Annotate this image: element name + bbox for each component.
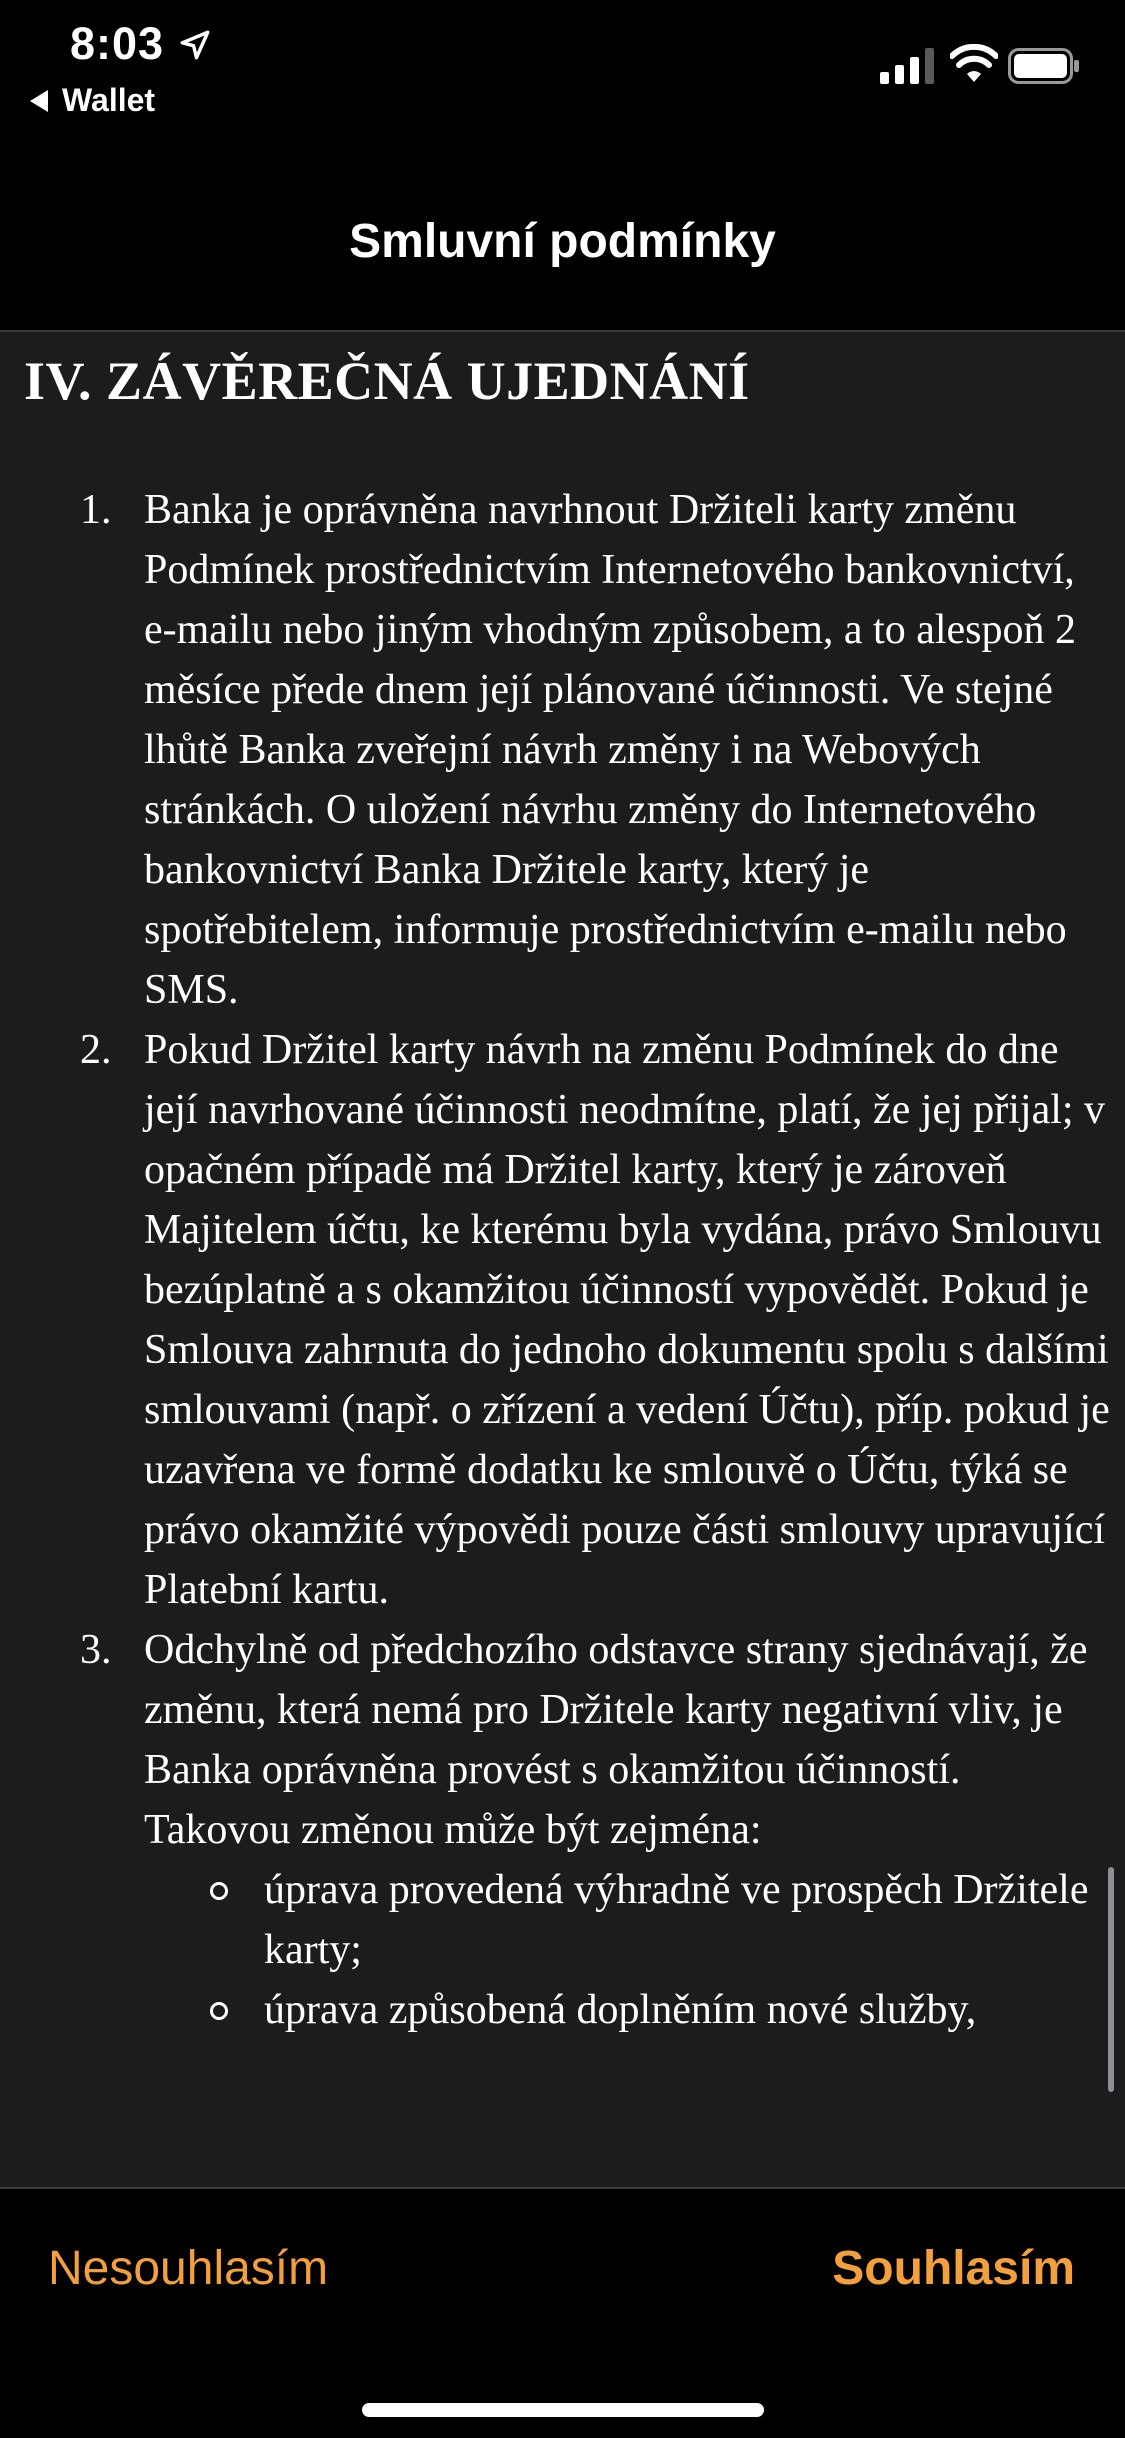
cellular-signal-icon <box>880 48 936 84</box>
item-number: 2. <box>80 1027 112 1073</box>
status-time: 8:03 <box>70 18 165 69</box>
sub-item-text: úprava způsobená doplněním nové služby, <box>264 1987 977 2033</box>
circle-bullet-icon <box>210 1882 228 1900</box>
sub-item-text: úprava provedená výhradně ve prospěch Držitele karty; <box>264 1867 1089 1973</box>
home-indicator[interactable] <box>362 2403 764 2417</box>
bottom-toolbar <box>0 2187 1125 2438</box>
scroll-indicator[interactable] <box>1108 1867 1114 2092</box>
back-to-wallet-link[interactable] <box>30 82 155 119</box>
item-number: 1. <box>80 487 112 533</box>
item-text: Odchylně od předchozího odstavce strany sjednávají, že změnu, která nemá pro Držitele karty negativní vliv, je Banka oprávněna provést s okamžitou účinností. Takovou změnou může být zejména: <box>144 1627 1088 1853</box>
item-number: 3. <box>80 1627 112 1673</box>
agree-button[interactable]: Souhlasím <box>832 2242 1075 2295</box>
back-triangle-icon <box>30 90 48 112</box>
item-text: Pokud Držitel karty návrh na změnu Podmínek do dne její navrhované účinnosti neodmítne, platí, že jej přijal; v opačném případě má Držitel karty, který je zároveň Majitelem účtu, ke kterému byla vydána, právo Smlouvu bezúplatně a s okamžitou účinností vypovědět. Pokud je Smlouva zahrnuta do jednoho dokumentu spolu s dalšími smlouvami (např. o zřízení a vedení Účtu), příp. pokud je uzavřena ve formě dodatku ke smlouvě o Účtu, týká se právo okamžité výpovědi pouze části smlouvy upravující Platební kartu. <box>144 1027 1110 1613</box>
sub-list-item <box>144 1980 1111 2040</box>
page-title: Smluvní podmínky <box>349 215 776 268</box>
terms-content[interactable] <box>0 332 1125 2187</box>
circle-bullet-icon <box>210 2002 228 2020</box>
disagree-button[interactable]: Nesouhlasím <box>48 2242 329 2295</box>
terms-item <box>0 1620 1125 2040</box>
item-text: Banka je oprávněna navrhnout Držiteli karty změnu Podmínek prostřednictvím Internetového bankovnictví, e-mailu nebo jiným vhodným způsobem, a to alespoň 2 měsíce přede dnem její plánované účinnosti. Ve stejné lhůtě Banka zveřejní návrh změny i na Webových stránkách. O uložení návrhu změny do Internetového bankovnictví Banka Držitele karty, který je spotřebitelem, informuje prostřednictvím e-mailu nebo SMS. <box>144 487 1076 1013</box>
location-arrow-icon <box>178 28 212 62</box>
terms-list <box>0 480 1125 2040</box>
back-app-label: Wallet <box>62 82 156 118</box>
terms-item <box>0 480 1125 1020</box>
status-bar <box>0 0 1125 130</box>
wifi-icon <box>950 44 998 84</box>
sub-list-item <box>144 1860 1111 1980</box>
navigation-bar <box>0 130 1125 332</box>
section-heading: IV. ZÁVĚREČNÁ UJEDNÁNÍ <box>24 351 750 411</box>
terms-item <box>0 1020 1125 1620</box>
battery-icon <box>1008 48 1080 84</box>
